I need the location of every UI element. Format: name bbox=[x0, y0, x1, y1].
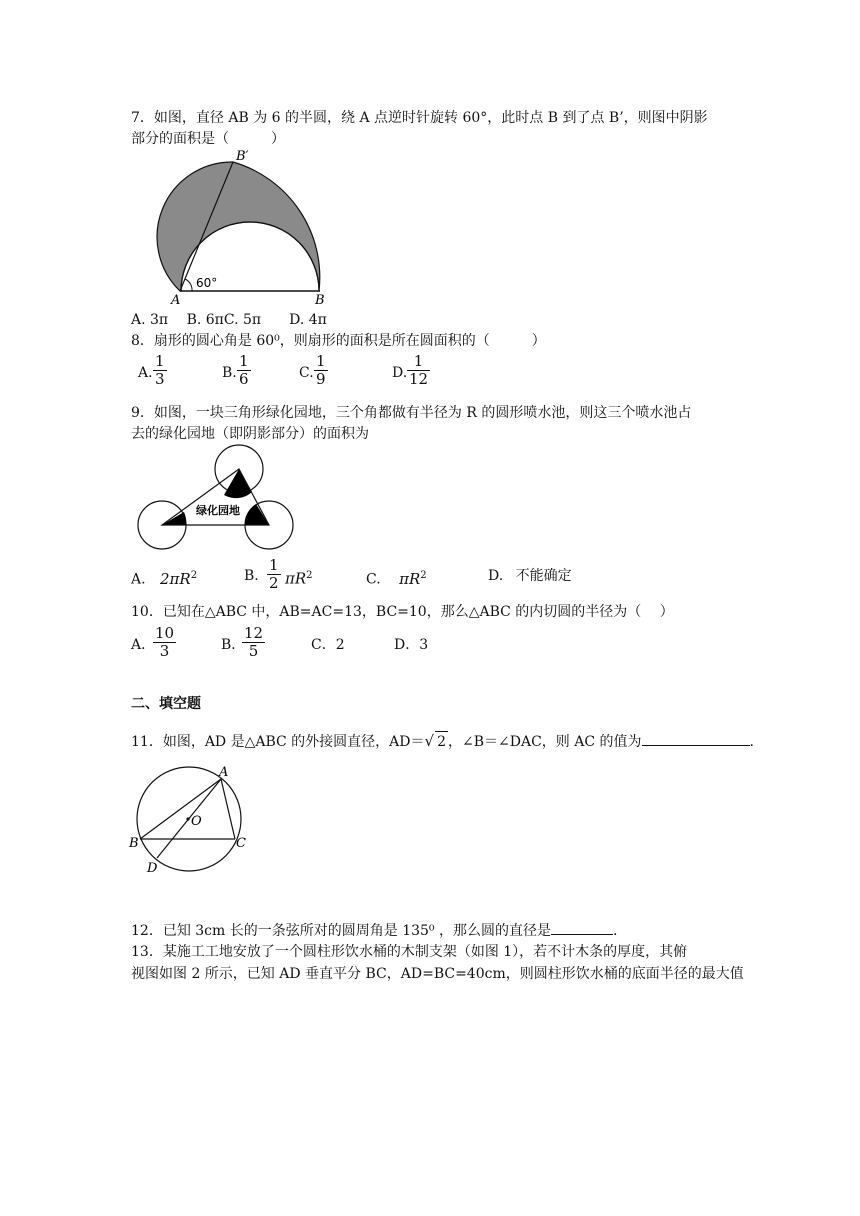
q11-label-d: D bbox=[147, 861, 158, 876]
q7-label-b: B bbox=[315, 293, 325, 308]
q7-label-a: A bbox=[171, 293, 181, 308]
q10-option-b-letter: B． bbox=[221, 637, 246, 653]
q9-text-line2: 去的绿化园地（即阴影部分）的面积为 bbox=[131, 426, 369, 442]
q9-option-a-letter: A. bbox=[131, 571, 146, 588]
q9-option-b-expr: πR bbox=[285, 569, 307, 588]
q8-option-a-letter: A. bbox=[138, 365, 153, 381]
q8-option-c-num: 1 bbox=[316, 352, 326, 370]
q11-text-after: ，∠B＝∠DAC，则 AC 的值为 bbox=[448, 734, 642, 750]
q8-option-c-den: 9 bbox=[316, 370, 326, 388]
q9-option-d-text: 不能确定 bbox=[515, 568, 572, 584]
q11-label-c: C bbox=[236, 836, 246, 851]
q9-option-b-letter: B. bbox=[244, 568, 259, 584]
q8-option-b-letter: B. bbox=[222, 365, 237, 381]
q9-option-d-letter: D. bbox=[488, 568, 504, 584]
q9-option-b-sup: 2 bbox=[306, 570, 313, 581]
q9-option-c-expr: πR bbox=[399, 569, 421, 588]
q9-text-line1: 9．如图，一块三角形绿化园地，三个角都做有半径为 R 的圆形喷水池，则这三个喷水池占 bbox=[131, 405, 692, 421]
q10-option-b-den: 5 bbox=[242, 642, 265, 660]
q7-options: A. 3π B. 6πC. 5π D. 4π bbox=[131, 312, 327, 328]
q11-label-a: A bbox=[219, 765, 229, 780]
q7-label-bprime: B′ bbox=[236, 149, 249, 164]
q11-side-ab bbox=[140, 779, 221, 839]
q11-text-end: . bbox=[749, 734, 754, 750]
q8-option-a-num: 1 bbox=[155, 352, 165, 370]
section-heading-fill-in: 二、填空题 bbox=[131, 696, 201, 712]
q10-option-c: C．2 bbox=[311, 637, 345, 653]
q12-text-before: 12．已知 3cm 长的一条弦所对的圆周角是 135⁰ ，那么圆的直径是 bbox=[131, 923, 551, 939]
q12-text bbox=[131, 920, 617, 941]
q13-text-line1: 13．某施工工地安放了一个圆柱形饮水桶的木制支架（如图 1），若不计木条的厚度，其俯 bbox=[131, 944, 688, 960]
q8-text: 8．扇形的圆心角是 60⁰，则扇形的面积是所在圆面积的（ ） bbox=[131, 333, 546, 349]
q8-option-a-den: 3 bbox=[155, 370, 165, 388]
q7-text-line1: 7．如图，直径 AB 为 6 的半圆，绕 A 点逆时针旋转 60°，此时点 B 到了点 B’，则图中阴影 bbox=[131, 110, 708, 126]
q9-option-c-letter: C. bbox=[366, 571, 381, 588]
q10-option-a-letter: A． bbox=[131, 637, 156, 653]
q8-option-b-den: 6 bbox=[239, 370, 249, 388]
q10-option-b-num: 12 bbox=[244, 624, 264, 642]
q9-option-c-sup: 2 bbox=[420, 570, 427, 581]
q10-option-a-num: 10 bbox=[155, 624, 175, 642]
q11-text-before: 11．如图，AD 是△ABC 的外接圆直径，AD＝ bbox=[131, 734, 425, 750]
q10-text: 10．已知在△ABC 中，AB=AC=13，BC=10，那么△ABC 的内切圆的半径为（ ） bbox=[131, 604, 674, 620]
q11-sqrt-value: 2 bbox=[435, 731, 448, 752]
q11-center-dot bbox=[186, 817, 189, 820]
q11-side-ac bbox=[221, 779, 235, 839]
q8-option-b-num: 1 bbox=[239, 352, 249, 370]
q8-option-d-letter: D. bbox=[392, 365, 408, 381]
q12-text-end: . bbox=[612, 923, 618, 939]
q9-option-a-sup: 2 bbox=[190, 570, 198, 581]
q8-option-d-num: 1 bbox=[413, 352, 424, 370]
q11-label-o: O bbox=[191, 814, 202, 829]
q9-option-a-expr: 2πR bbox=[160, 569, 191, 588]
q11-label-b: B bbox=[129, 836, 139, 851]
q9-option-b-den: 2 bbox=[269, 574, 279, 592]
q8-option-d-den: 12 bbox=[409, 370, 429, 388]
q11-text: 11．如图，AD 是△ABC 的外接圆直径，AD＝√ 2 ，∠B＝∠DAC，则 AC 的值为 . bbox=[131, 732, 754, 750]
q13-text-line2: 视图如图 2 所示，已知 AD 垂直平分 BC，AD=BC=40cm，则圆柱形饮水桶的底面半径的最大值 bbox=[131, 966, 744, 982]
q9-figure-label: 绿化园地 bbox=[196, 504, 240, 517]
q7-label-angle: 60° bbox=[196, 276, 218, 290]
q7-text-line2: 部分的面积是（ ） bbox=[131, 131, 285, 147]
q10-option-a-den: 3 bbox=[153, 642, 176, 660]
q12-answer-blank bbox=[551, 920, 613, 935]
q10-option-d: D．3 bbox=[394, 637, 429, 653]
q8-option-c-letter: C. bbox=[299, 365, 314, 381]
q9-option-b-num: 1 bbox=[269, 556, 279, 574]
